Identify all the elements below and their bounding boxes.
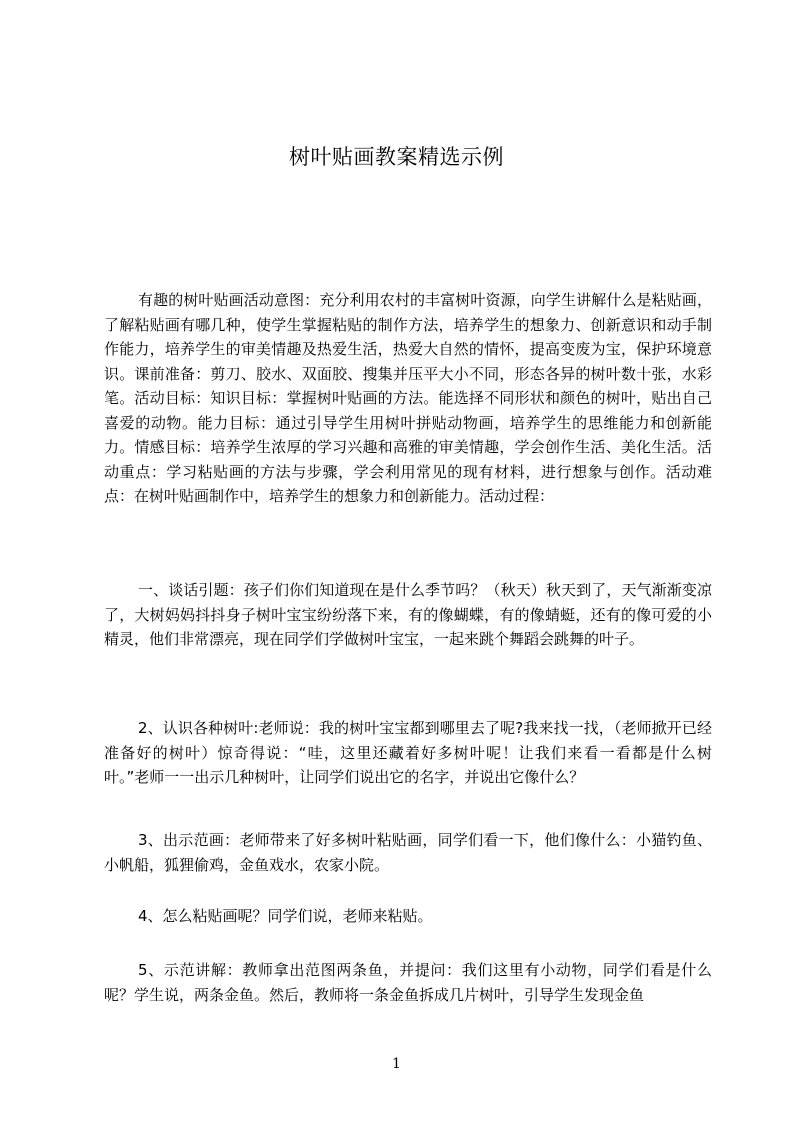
paragraph-step-1-intro: 一、谈话引题：孩子们你们知道现在是什么季节吗？（秋天）秋天到了，天气渐渐变凉了，大树妈妈抖抖身子树叶宝宝纷纷落下来，有的像蝴蝶，有的像蜻蜓，还有的像可爱的小精灵，他们非常漂亮，现在同学们学做树叶宝宝，一起来跳个舞蹈会跳舞的叶子。: [104, 581, 712, 648]
paragraph-step-4-how: 4、怎么粘贴画呢？同学们说，老师来粘贴。: [138, 907, 433, 925]
paragraph-activity-intent: 有趣的树叶贴画活动意图：充分利用农村的丰富树叶资源，向学生讲解什么是粘贴画，了解粘贴画有哪几种，使学生掌握粘贴的制作方法，培养学生的想象力、创新意识和动手制作能力，培养学生的审美情趣及热爱生活，热爱大自然的情怀，提高变废为宝，保护环境意识。课前准备：剪刀、胶水、双面胶、搜集并压平大小不同，形态各异的树叶数十张，水彩笔。活动目标：知识目标：掌握树叶贴画的方法。能选择不同形状和颜色的树叶，贴出自己喜爱的动物。能力目标：通过引导学生用树叶拼贴动物画，培养学生的思维能力和创新能力。情感目标：培养学生浓厚的学习兴趣和高雅的审美情趣，学会创作生活、美化生活。活动重点：学习粘贴画的方法与步骤，学会利用常见的现有材料，进行想象与创作。活动难点：在树叶贴画制作中，培养学生的想象力和创新能力。活动过程：: [104, 291, 712, 505]
paragraph-step-2-leaves: 2、认识各种树叶:老师说：我的树叶宝宝都到哪里去了呢?我来找一找，（老师掀开已经准备好的树叶）惊奇得说：“哇，这里还藏着好多树叶呢！让我们来看一看都是什么树叶。”老师一一出示几种树叶，让同学们说出它的名字，并说出它像什么？: [104, 719, 712, 786]
page-number: 1: [392, 1056, 401, 1072]
document-title: 树叶贴画教案精选示例: [289, 145, 504, 169]
paragraph-step-5-demo: 5、示范讲解：教师拿出范图两条鱼，并提问：我们这里有小动物，同学们看是什么呢？学生说，两条金鱼。然后，教师将一条金鱼拆成几片树叶，引导学生发现金鱼: [104, 961, 712, 1004]
paragraph-step-3-examples: 3、出示范画：老师带来了好多树叶粘贴画，同学们看一下，他们像什么：小猫钓鱼、小帆船，狐狸偷鸡，金鱼戏水，农家小院。: [104, 831, 712, 874]
